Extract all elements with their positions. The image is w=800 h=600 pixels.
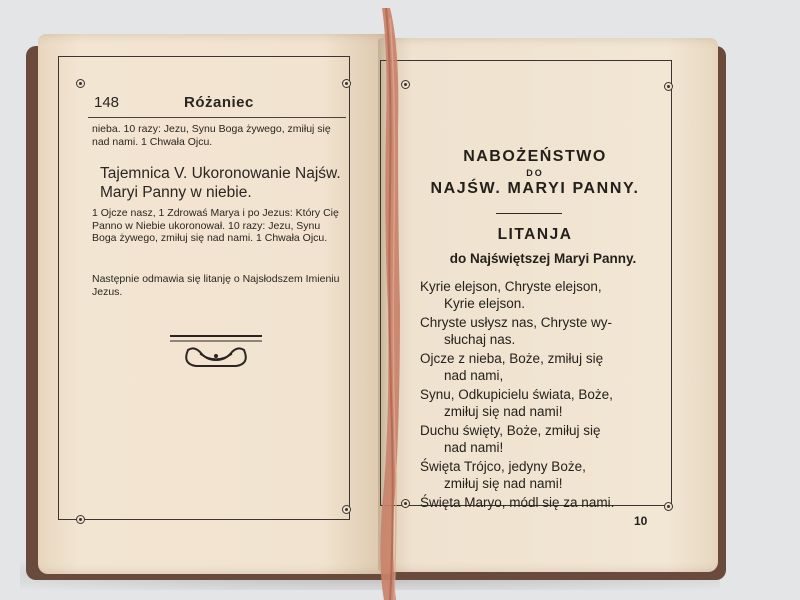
litany-verse (420, 278, 668, 312)
litany-line: Duchu święty, Boże, zmiłuj się (420, 423, 601, 438)
litany-verse (420, 494, 668, 511)
page-number-right: 10 (634, 514, 648, 528)
section-title-connector: DO (526, 168, 544, 178)
left-paragraph-1: nieba. 10 razy: Jezu, Synu Boga żywego, zmiłuj się nad nami. 1 Chwała Ojcu. (92, 123, 331, 148)
title-rule (496, 213, 562, 214)
left-paragraph-3: Następnie odmawia się litanję o Najsłodszem Imieniu Jezus. (92, 273, 340, 298)
frame-corner-ornament (664, 82, 673, 91)
litany-verse (420, 458, 668, 492)
litany-line-continued: nad nami, (444, 368, 504, 383)
litany-verse (420, 422, 668, 456)
litany-line: Synu, Odkupicielu świata, Boże, (420, 387, 613, 402)
litany-line-continued: zmiłuj się nad nami! (444, 404, 563, 419)
frame-corner-ornament (342, 505, 351, 514)
ribbon-bookmark[interactable] (360, 8, 408, 600)
litany-line: Święta Trójco, jedyny Boże, (420, 459, 586, 474)
litany-line: Kyrie elejson, Chryste elejson, (420, 279, 602, 294)
header-rule (88, 117, 346, 118)
litany-line-continued: zmiłuj się nad nami! (444, 476, 563, 491)
page-number: 148 (94, 94, 120, 111)
litany-text (420, 278, 668, 513)
running-title: Różaniec (184, 94, 254, 111)
section-title-line2: NAJŚW. MARYI PANNY. (430, 180, 640, 197)
frame-corner-ornament (342, 79, 351, 88)
litany-heading: LITANJA (497, 226, 573, 243)
mystery-heading: Tajemnica V. Ukoronowanie Najśw. Maryi Panny w niebie. (100, 165, 341, 201)
litany-line-continued: Kyrie elejson. (444, 296, 526, 311)
litany-line: Ojcze z nieba, Boże, zmiłuj się (420, 351, 604, 366)
frame-corner-ornament (76, 79, 85, 88)
left-page-header (94, 94, 344, 116)
left-paragraph-2: 1 Ojcze nasz, 1 Zdrowaś Marya i po Jezus: Który Cię Panno w Niebie ukoronował. 10 razy: Jezu, Synu Boga żywego, zmiłuj się nad nami. 1 Chwała Ojcu. (92, 207, 339, 244)
litany-line-continued: nad nami! (444, 440, 504, 455)
litany-subheading: do Najświętszej Maryi Panny. (449, 251, 637, 266)
frame-corner-ornament (76, 515, 85, 524)
litany-verse (420, 386, 668, 420)
decorative-ornament-icon (168, 330, 264, 374)
litany-verse (420, 314, 668, 348)
litany-line: Chryste usłysz nas, Chryste wy- (420, 315, 613, 330)
litany-verse (420, 350, 668, 384)
litany-line: Święta Maryo, módl się za nami. (420, 495, 615, 510)
section-title: NABOŻEŃSTWO (463, 148, 607, 165)
litany-line-continued: słuchaj nas. (444, 332, 516, 347)
